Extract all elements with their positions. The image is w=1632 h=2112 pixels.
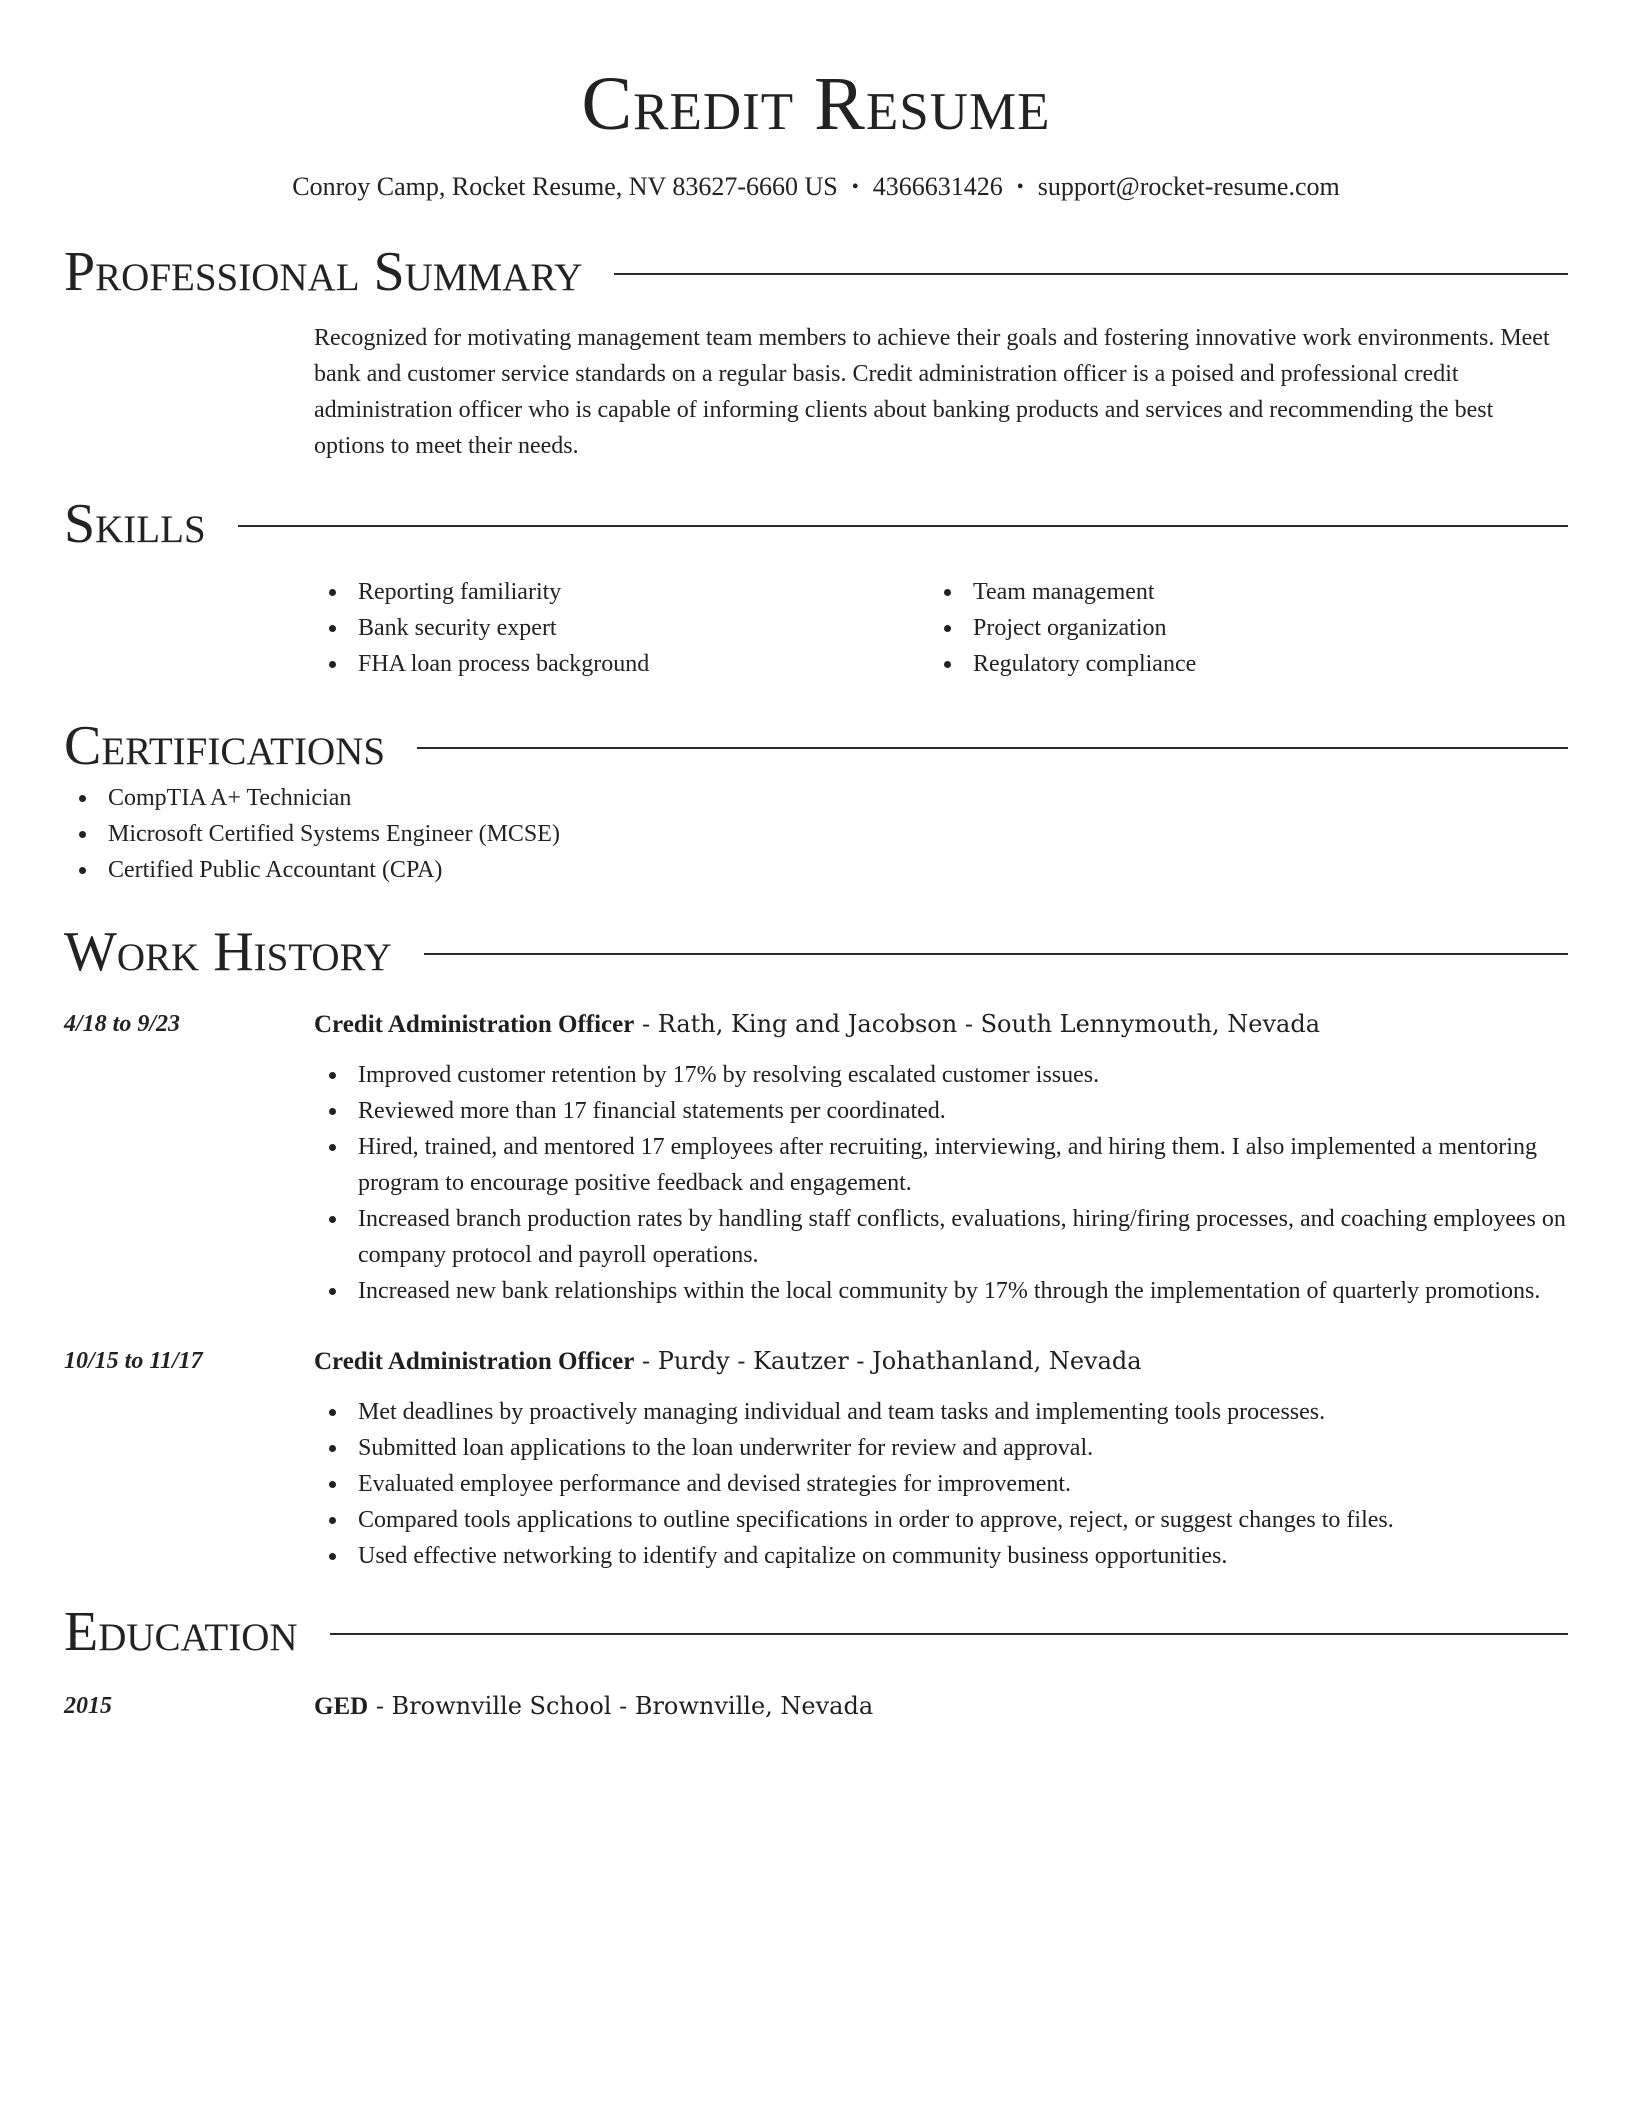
job-details — [314, 1006, 1568, 1309]
section-divider — [238, 525, 1568, 527]
section-divider — [330, 1633, 1568, 1635]
certification-item: Certified Public Accountant (CPA) — [64, 852, 1568, 888]
job-employer: - Purdy - Kautzer - Johathanland, Nevada — [634, 1347, 1142, 1375]
work-history-heading: Work History — [64, 921, 392, 983]
skill-item: Project organization — [929, 610, 1544, 646]
skills-column-right — [929, 574, 1544, 682]
section-divider — [614, 273, 1568, 275]
job-bullets — [314, 1057, 1568, 1309]
education-entry — [64, 1688, 1568, 1725]
job-bullet: Submitted loan applications to the loan underwriter for review and approval. — [314, 1430, 1568, 1466]
section-divider — [417, 747, 1568, 749]
job-heading — [314, 1343, 1568, 1380]
job-entry — [64, 1006, 1568, 1309]
certifications-heading: Certifications — [64, 715, 386, 777]
job-bullet: Reviewed more than 17 financial statements per coordinated. — [314, 1093, 1568, 1129]
job-bullet: Increased branch production rates by handling staff conflicts, evaluations, hiring/firing processes, and coaching employees on company protocol and payroll operations. — [314, 1201, 1568, 1273]
education-school: - Brownville School - Brownville, Nevada — [368, 1692, 874, 1720]
skill-item: Team management — [929, 574, 1544, 610]
section-divider — [424, 953, 1568, 955]
job-employer: - Rath, King and Jacobson - South Lennymouth, Nevada — [634, 1010, 1321, 1038]
job-bullet: Evaluated employee performance and devised strategies for improvement. — [314, 1466, 1568, 1502]
certifications-list — [64, 780, 1568, 888]
job-details — [314, 1343, 1568, 1574]
certification-item: CompTIA A+ Technician — [64, 780, 1568, 816]
phone: 4366631426 — [872, 172, 1003, 201]
job-heading — [314, 1006, 1568, 1043]
job-entry — [64, 1343, 1568, 1574]
certifications-section-header — [64, 712, 1568, 780]
job-bullet: Met deadlines by proactively managing individual and team tasks and implementing tools processes. — [314, 1394, 1568, 1430]
job-bullets — [314, 1394, 1568, 1574]
summary-heading: Professional Summary — [64, 241, 583, 303]
job-dates: 10/15 to 11/17 — [64, 1348, 203, 1374]
job-bullet: Improved customer retention by 17% by resolving escalated customer issues. — [314, 1057, 1568, 1093]
contact-separator: • — [851, 176, 859, 198]
job-bullet: Compared tools applications to outline specifications in order to approve, reject, or suggest changes to files. — [314, 1502, 1568, 1538]
skills-column-left — [314, 574, 929, 682]
education-heading: Education — [64, 1601, 298, 1663]
skill-item: Regulatory compliance — [929, 646, 1544, 682]
summary-text: Recognized for motivating management team members to achieve their goals and fostering innovative work environments. Meet bank and customer service standards on a regular basis. Credit administration officer is a poised and professional credit administration officer who is capable of informing clients about banking products and services and recommending the best options to meet their needs. — [314, 325, 1550, 459]
job-title: Credit Administration Officer — [314, 1348, 635, 1375]
contact-separator: • — [1016, 176, 1024, 198]
education-degree: GED — [314, 1693, 369, 1720]
work-history-section-header — [64, 918, 1568, 986]
job-bullet: Used effective networking to identify and capitalize on community business opportunities. — [314, 1538, 1568, 1574]
certification-item: Microsoft Certified Systems Engineer (MCSE) — [64, 816, 1568, 852]
job-bullet: Hired, trained, and mentored 17 employees after recruiting, interviewing, and hiring them. I also implemented a mentoring program to encourage positive feedback and engagement. — [314, 1129, 1568, 1201]
address: Conroy Camp, Rocket Resume, NV 83627-6660 US — [292, 172, 838, 201]
skill-item: Reporting familiarity — [314, 574, 929, 610]
skills-section-header — [64, 490, 1568, 558]
education-section-header — [64, 1598, 1568, 1666]
skill-item: Bank security expert — [314, 610, 929, 646]
job-bullet: Increased new bank relationships within the local community by 17% through the implementation of quarterly promotions. — [314, 1273, 1568, 1309]
job-title: Credit Administration Officer — [314, 1011, 635, 1038]
resume-name: Credit Resume — [581, 62, 1051, 146]
skills-list — [314, 574, 1568, 682]
skills-heading: Skills — [64, 493, 206, 555]
job-dates: 4/18 to 9/23 — [64, 1011, 181, 1037]
summary-section-header — [64, 238, 1568, 306]
skill-item: FHA loan process background — [314, 646, 929, 682]
email: support@rocket-resume.com — [1037, 172, 1340, 201]
contact-line — [64, 170, 1568, 204]
education-year: 2015 — [64, 1693, 112, 1719]
education-details — [314, 1688, 1568, 1725]
